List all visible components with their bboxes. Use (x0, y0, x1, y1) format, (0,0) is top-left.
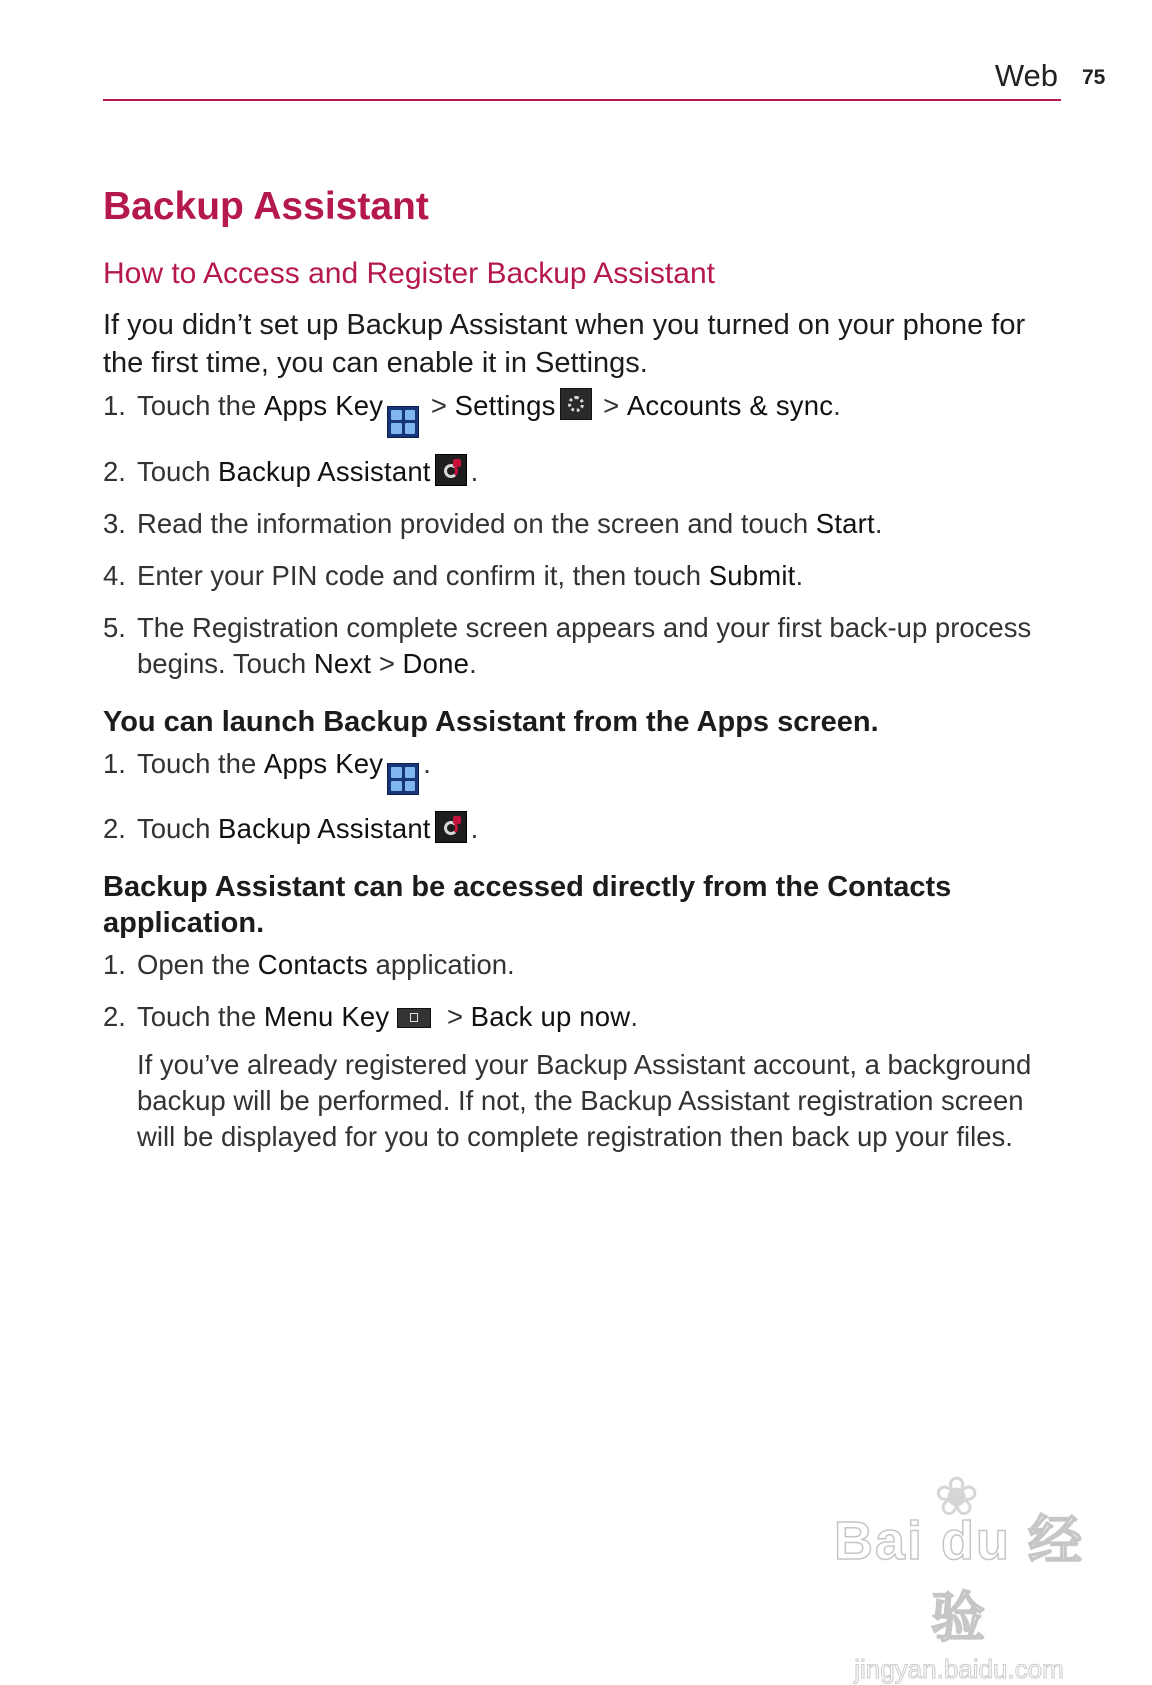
step-end: . (630, 1001, 638, 1032)
intro-paragraph: If you didn’t set up Backup Assistant when you turned on your phone for the first time, you can enable it in Settings. (103, 309, 1026, 379)
step-number: 1. (103, 747, 126, 779)
list-item (103, 454, 1063, 490)
watermark-url: jingyan.baidu.com (854, 1654, 1064, 1684)
step-text: Touch the (137, 390, 264, 421)
backup-assistant-icon (435, 454, 467, 486)
list-item (103, 947, 1063, 983)
baidu-watermark (824, 1467, 1094, 1685)
step-end: . (874, 507, 883, 539)
step-number: 1. (103, 949, 126, 980)
contacts-note: If you’ve already registered your Backup Assistant account, a background backup will be performed. If not, the Backup Assistant registration screen will be displayed for you to complete registration then back up your files. (137, 1049, 1032, 1152)
menu-key-label: Menu Key (263, 1001, 390, 1032)
step-number: 2. (103, 813, 126, 844)
page-content (103, 182, 1063, 1155)
watermark-brand: Bai du 经验 (833, 1511, 1084, 1648)
apps-key-label: Apps Key (263, 390, 384, 421)
settings-label: Settings (454, 390, 556, 421)
contacts-label: Contacts (257, 949, 368, 980)
backup-assistant-label: Backup Assistant (218, 813, 431, 844)
accounts-sync-label: Accounts & sync (626, 390, 834, 421)
backup-assistant-label: Backup Assistant (218, 455, 431, 487)
menu-key-icon (397, 1008, 431, 1028)
step-text: Touch (137, 813, 219, 844)
page-title: Backup Assistant (103, 185, 429, 228)
separator: > (423, 390, 455, 421)
step-text: The Registration complete screen appears and your first back-up process begins. Touch (137, 611, 1032, 679)
step-end: . (470, 813, 479, 844)
list-item (103, 610, 1063, 682)
step-text: Touch the (137, 747, 264, 779)
page-number: 75 (1082, 66, 1106, 89)
separator: > (595, 390, 627, 421)
step-end: . (795, 559, 804, 591)
step-end: . (833, 390, 841, 421)
step-end: . (423, 747, 431, 779)
step-text: Touch (137, 455, 219, 487)
step-text: application. (367, 949, 515, 980)
list-item (103, 999, 1063, 1035)
step-number: 2. (103, 1001, 126, 1032)
contacts-heading: Backup Assistant can be accessed directly from the Contacts application. (103, 871, 952, 939)
contacts-steps (103, 947, 1063, 1035)
separator: > (439, 1001, 471, 1032)
step-number: 4. (103, 559, 126, 591)
backup-assistant-icon (435, 811, 467, 843)
step-end: . (470, 455, 479, 487)
back-up-now-label: Back up now (470, 1001, 631, 1032)
submit-label: Submit (708, 559, 796, 591)
done-label: Done (402, 647, 470, 679)
apps-key-icon (387, 406, 419, 438)
header-rule (103, 99, 1061, 101)
launch-heading: You can launch Backup Assistant from the Apps screen. (103, 705, 879, 738)
start-label: Start (815, 507, 875, 539)
header-section: Web (994, 58, 1058, 93)
separator: > (371, 647, 403, 679)
step-end: . (469, 647, 477, 679)
step-number: 5. (103, 611, 126, 643)
step-text: Touch the (137, 1001, 264, 1032)
register-steps (103, 388, 1063, 682)
paw-logo-icon: ❀ (934, 1467, 980, 1527)
list-item (103, 558, 1063, 594)
settings-icon (560, 388, 592, 420)
step-text: Read the information provided on the screen and touch (137, 507, 816, 539)
step-text: Enter your PIN code and confirm it, then touch (137, 559, 709, 591)
list-item (103, 811, 1063, 847)
step-number: 2. (103, 455, 126, 487)
list-item (103, 388, 1063, 438)
step-text: Open the (137, 949, 258, 980)
list-item (103, 506, 1063, 542)
list-item (103, 746, 1063, 796)
step-number: 3. (103, 507, 126, 539)
next-label: Next (313, 647, 372, 679)
apps-key-label: Apps Key (263, 747, 384, 779)
launch-steps (103, 746, 1063, 848)
step-number: 1. (103, 390, 126, 421)
section-subtitle: How to Access and Register Backup Assistant (103, 257, 715, 290)
apps-key-icon (387, 763, 419, 795)
